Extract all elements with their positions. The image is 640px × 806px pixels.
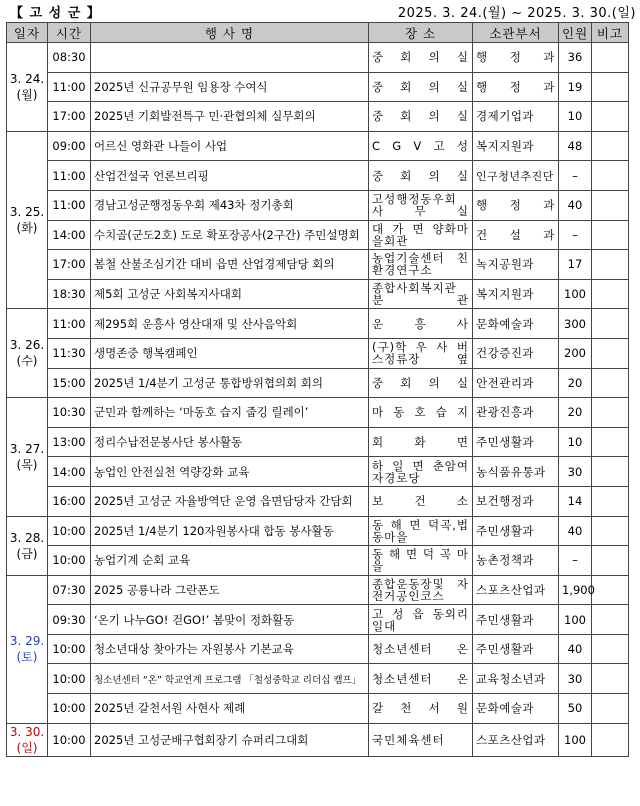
place-cell: 회 화 면 (369, 427, 473, 457)
time-cell: 10:00 (48, 634, 91, 664)
place-cell: 중 회 의 실 (369, 368, 473, 398)
table-row (7, 723, 629, 756)
weekday-label: (금) (16, 546, 38, 561)
date-label: 3. 25. (9, 205, 45, 220)
attendee-count-cell: 40 (559, 516, 592, 546)
table-row (7, 309, 629, 339)
place-cell: C G V 고 성 (369, 131, 473, 161)
note-cell (592, 605, 629, 635)
attendee-count-cell: 100 (559, 723, 592, 756)
col-dept: 소관부서 (473, 23, 559, 43)
department-cell: 건강증진과 (473, 338, 559, 368)
time-cell: 13:00 (48, 427, 91, 457)
time-cell: 09:30 (48, 605, 91, 635)
place-cell: 갈 천 서 원 (369, 694, 473, 724)
note-cell (592, 72, 629, 102)
table-row (7, 575, 629, 605)
table-row (7, 131, 629, 161)
time-cell: 07:30 (48, 575, 91, 605)
event-name-cell: 정리수납전문봉사단 봉사활동 (91, 427, 369, 457)
place-cell: 대 가 면 양화마을회관 (369, 220, 473, 250)
schedule-table (6, 22, 629, 757)
table-row (7, 486, 629, 516)
note-cell (592, 516, 629, 546)
attendee-count-cell: 100 (559, 279, 592, 309)
department-cell: 스포츠산업과 (473, 575, 559, 605)
table-row (7, 190, 629, 220)
note-cell (592, 338, 629, 368)
event-name-cell: 2025년 1/4분기 120자원봉사대 합동 봉사활동 (91, 516, 369, 546)
table-row (7, 427, 629, 457)
department-cell: 관광진흥과 (473, 398, 559, 428)
col-event: 행 사 명 (91, 23, 369, 43)
county-title: 【 고 성 군 】 (10, 6, 101, 21)
attendee-count-cell: 14 (559, 486, 592, 516)
department-cell: 경제기업과 (473, 102, 559, 132)
date-cell (7, 131, 48, 309)
table-row (7, 72, 629, 102)
table-row (7, 43, 629, 73)
col-count: 인원 (559, 23, 592, 43)
time-cell: 11:00 (48, 72, 91, 102)
table-row (7, 102, 629, 132)
department-cell: 복지지원과 (473, 279, 559, 309)
time-cell: 17:00 (48, 250, 91, 280)
table-row (7, 516, 629, 546)
time-cell: 17:00 (48, 102, 91, 132)
table-row (7, 220, 629, 250)
weekday-label: (목) (16, 457, 38, 472)
note-cell (592, 398, 629, 428)
note-cell (592, 486, 629, 516)
table-row (7, 694, 629, 724)
date-label: 3. 29. (9, 634, 45, 649)
event-name-cell: 2025년 신규공무원 임용장 수여식 (91, 72, 369, 102)
time-cell: 15:00 (48, 368, 91, 398)
table-row (7, 250, 629, 280)
place-cell: 마 동 호 습 지 (369, 398, 473, 428)
place-cell: 동 해 면 덕 곡 마 을 (369, 546, 473, 576)
period-label: 2025. 3. 24.(월) ~ 2025. 3. 30.(일) (397, 6, 636, 21)
event-name-cell: 2025년 고성군 자율방역단 운영 읍면담당자 간담회 (91, 486, 369, 516)
weekday-label: (월) (16, 87, 38, 102)
event-name-cell: 제295회 운흥사 영산대재 및 산사음악회 (91, 309, 369, 339)
col-note: 비고 (592, 23, 629, 43)
note-cell (592, 309, 629, 339)
note-cell (592, 575, 629, 605)
date-label: 3. 27. (9, 441, 45, 456)
attendee-count-cell: – (559, 161, 592, 191)
table-row (7, 634, 629, 664)
event-name-cell: ‘온기 나누GO! 걷GO!’ 봄맞이 정화활동 (91, 605, 369, 635)
attendee-count-cell: 200 (559, 338, 592, 368)
table-row (7, 279, 629, 309)
table-row (7, 457, 629, 487)
note-cell (592, 131, 629, 161)
attendee-count-cell: 40 (559, 634, 592, 664)
attendee-count-cell: 10 (559, 102, 592, 132)
department-cell: 주민생활과 (473, 516, 559, 546)
place-cell: 중 회 의 실 (369, 161, 473, 191)
table-row (7, 546, 629, 576)
attendee-count-cell: 50 (559, 694, 592, 724)
date-cell (7, 309, 48, 398)
note-cell (592, 546, 629, 576)
event-name-cell: 군민과 함께하는 ‘마동호 습지 줍깅 릴레이’ (91, 398, 369, 428)
time-cell: 16:00 (48, 486, 91, 516)
department-cell: 행 정 과 (473, 43, 559, 73)
event-name-cell: 경남고성군행정동우회 제43차 정기총회 (91, 190, 369, 220)
weekday-label: (수) (16, 354, 38, 369)
attendee-count-cell: 36 (559, 43, 592, 73)
place-cell: 중 회 의 실 (369, 72, 473, 102)
time-cell: 10:00 (48, 546, 91, 576)
note-cell (592, 250, 629, 280)
date-label: 3. 26. (9, 338, 45, 353)
department-cell: 교육청소년과 (473, 664, 559, 694)
place-cell: 동 해 면 덕곡,법동마을 (369, 516, 473, 546)
table-row (7, 338, 629, 368)
attendee-count-cell: 300 (559, 309, 592, 339)
place-cell: 종합운동장및 자전거공인코스 (369, 575, 473, 605)
department-cell: 문화예술과 (473, 309, 559, 339)
attendee-count-cell: 1,900 (559, 575, 592, 605)
event-name-cell: 봄철 산불조심기간 대비 읍면 산업경제담당 회의 (91, 250, 369, 280)
place-cell: 하 일 면 춘암여자경로당 (369, 457, 473, 487)
department-cell: 건 설 과 (473, 220, 559, 250)
col-place: 장 소 (369, 23, 473, 43)
note-cell (592, 664, 629, 694)
date-cell (7, 516, 48, 575)
note-cell (592, 427, 629, 457)
attendee-count-cell: 100 (559, 605, 592, 635)
table-row (7, 161, 629, 191)
note-cell (592, 279, 629, 309)
date-cell (7, 723, 48, 756)
note-cell (592, 161, 629, 191)
attendee-count-cell: – (559, 220, 592, 250)
event-name-cell: 청소년센터 “온” 학교연계 프로그램 「철성중학교 리더십 캠프」 (91, 664, 369, 694)
department-cell: 행 정 과 (473, 190, 559, 220)
note-cell (592, 43, 629, 73)
note-cell (592, 368, 629, 398)
weekday-label: (화) (16, 221, 38, 236)
attendee-count-cell: 20 (559, 368, 592, 398)
department-cell: 주민생활과 (473, 605, 559, 635)
department-cell: 행 정 과 (473, 72, 559, 102)
time-cell: 09:00 (48, 131, 91, 161)
date-cell (7, 575, 48, 723)
table-header-row (7, 23, 629, 43)
department-cell: 안전관리과 (473, 368, 559, 398)
place-cell: 고 성 읍 동외리일대 (369, 605, 473, 635)
event-name-cell: 2025년 고성군배구협회장기 슈퍼리그대회 (91, 723, 369, 756)
place-cell: 종합사회복지관 분 관 (369, 279, 473, 309)
note-cell (592, 634, 629, 664)
event-name-cell (91, 43, 369, 73)
attendee-count-cell: 10 (559, 427, 592, 457)
department-cell: 주민생활과 (473, 427, 559, 457)
place-cell: 청소년센터 온 (369, 634, 473, 664)
place-cell: 청소년센터 온 (369, 664, 473, 694)
event-name-cell: 생명존중 행복캠페인 (91, 338, 369, 368)
place-cell: 운 흥 사 (369, 309, 473, 339)
event-name-cell: 2025년 기회발전특구 민·관협의체 실무회의 (91, 102, 369, 132)
time-cell: 14:00 (48, 457, 91, 487)
schedule-body (7, 43, 629, 757)
attendee-count-cell: 40 (559, 190, 592, 220)
attendee-count-cell: 17 (559, 250, 592, 280)
department-cell: 복지지원과 (473, 131, 559, 161)
col-date: 일자 (7, 23, 48, 43)
event-name-cell: 산업건설국 언론브리핑 (91, 161, 369, 191)
attendee-count-cell: 20 (559, 398, 592, 428)
note-cell (592, 457, 629, 487)
department-cell: 농식품유통과 (473, 457, 559, 487)
department-cell: 인구청년추진단 (473, 161, 559, 191)
note-cell (592, 220, 629, 250)
table-row (7, 368, 629, 398)
place-cell: 고성행정동우회 사 무 실 (369, 190, 473, 220)
event-name-cell: 농업인 안전실천 역량강화 교육 (91, 457, 369, 487)
note-cell (592, 723, 629, 756)
time-cell: 14:00 (48, 220, 91, 250)
department-cell: 보건행정과 (473, 486, 559, 516)
time-cell: 11:00 (48, 190, 91, 220)
event-name-cell: 2025년 갈천서원 사현사 제례 (91, 694, 369, 724)
schedule-header (0, 0, 640, 22)
event-name-cell: 청소년대상 찾아가는 자원봉사 기본교육 (91, 634, 369, 664)
date-cell (7, 398, 48, 516)
event-name-cell: 2025년 1/4분기 고성군 통합방위협의회 회의 (91, 368, 369, 398)
weekday-label: (토) (16, 650, 38, 665)
event-name-cell: 수치골(군도2호) 도로 확포장공사(2구간) 주민설명회 (91, 220, 369, 250)
time-cell: 11:00 (48, 309, 91, 339)
time-cell: 11:30 (48, 338, 91, 368)
time-cell: 10:00 (48, 664, 91, 694)
time-cell: 10:00 (48, 516, 91, 546)
time-cell: 10:00 (48, 723, 91, 756)
place-cell: (구)학 우 사 버스정류장 옆 (369, 338, 473, 368)
note-cell (592, 102, 629, 132)
table-row (7, 605, 629, 635)
attendee-count-cell: 48 (559, 131, 592, 161)
department-cell: 주민생활과 (473, 634, 559, 664)
time-cell: 18:30 (48, 279, 91, 309)
date-label: 3. 30. (9, 724, 45, 739)
department-cell: 녹지공원과 (473, 250, 559, 280)
department-cell: 문화예술과 (473, 694, 559, 724)
attendee-count-cell: 19 (559, 72, 592, 102)
time-cell: 11:00 (48, 161, 91, 191)
note-cell (592, 190, 629, 220)
attendee-count-cell: 30 (559, 457, 592, 487)
table-row (7, 398, 629, 428)
weekday-label: (일) (16, 740, 38, 755)
col-time: 시간 (48, 23, 91, 43)
note-cell (592, 694, 629, 724)
department-cell: 농촌정책과 (473, 546, 559, 576)
department-cell: 스포츠산업과 (473, 723, 559, 756)
time-cell: 10:30 (48, 398, 91, 428)
attendee-count-cell: – (559, 546, 592, 576)
time-cell: 10:00 (48, 694, 91, 724)
event-name-cell: 제5회 고성군 사회복지사대회 (91, 279, 369, 309)
event-name-cell: 2025 공룡나라 그란폰도 (91, 575, 369, 605)
place-cell: 보 건 소 (369, 486, 473, 516)
table-row (7, 664, 629, 694)
event-name-cell: 어르신 영화관 나들이 사업 (91, 131, 369, 161)
date-cell (7, 43, 48, 132)
time-cell: 08:30 (48, 43, 91, 73)
place-cell: 중 회 의 실 (369, 43, 473, 73)
place-cell: 농업기술센터 친환경연구소 (369, 250, 473, 280)
attendee-count-cell: 30 (559, 664, 592, 694)
date-label: 3. 28. (9, 530, 45, 545)
event-name-cell: 농업기계 순회 교육 (91, 546, 369, 576)
date-label: 3. 24. (9, 71, 45, 86)
place-cell: 중 회 의 실 (369, 102, 473, 132)
place-cell: 국민체육센터 (369, 723, 473, 756)
